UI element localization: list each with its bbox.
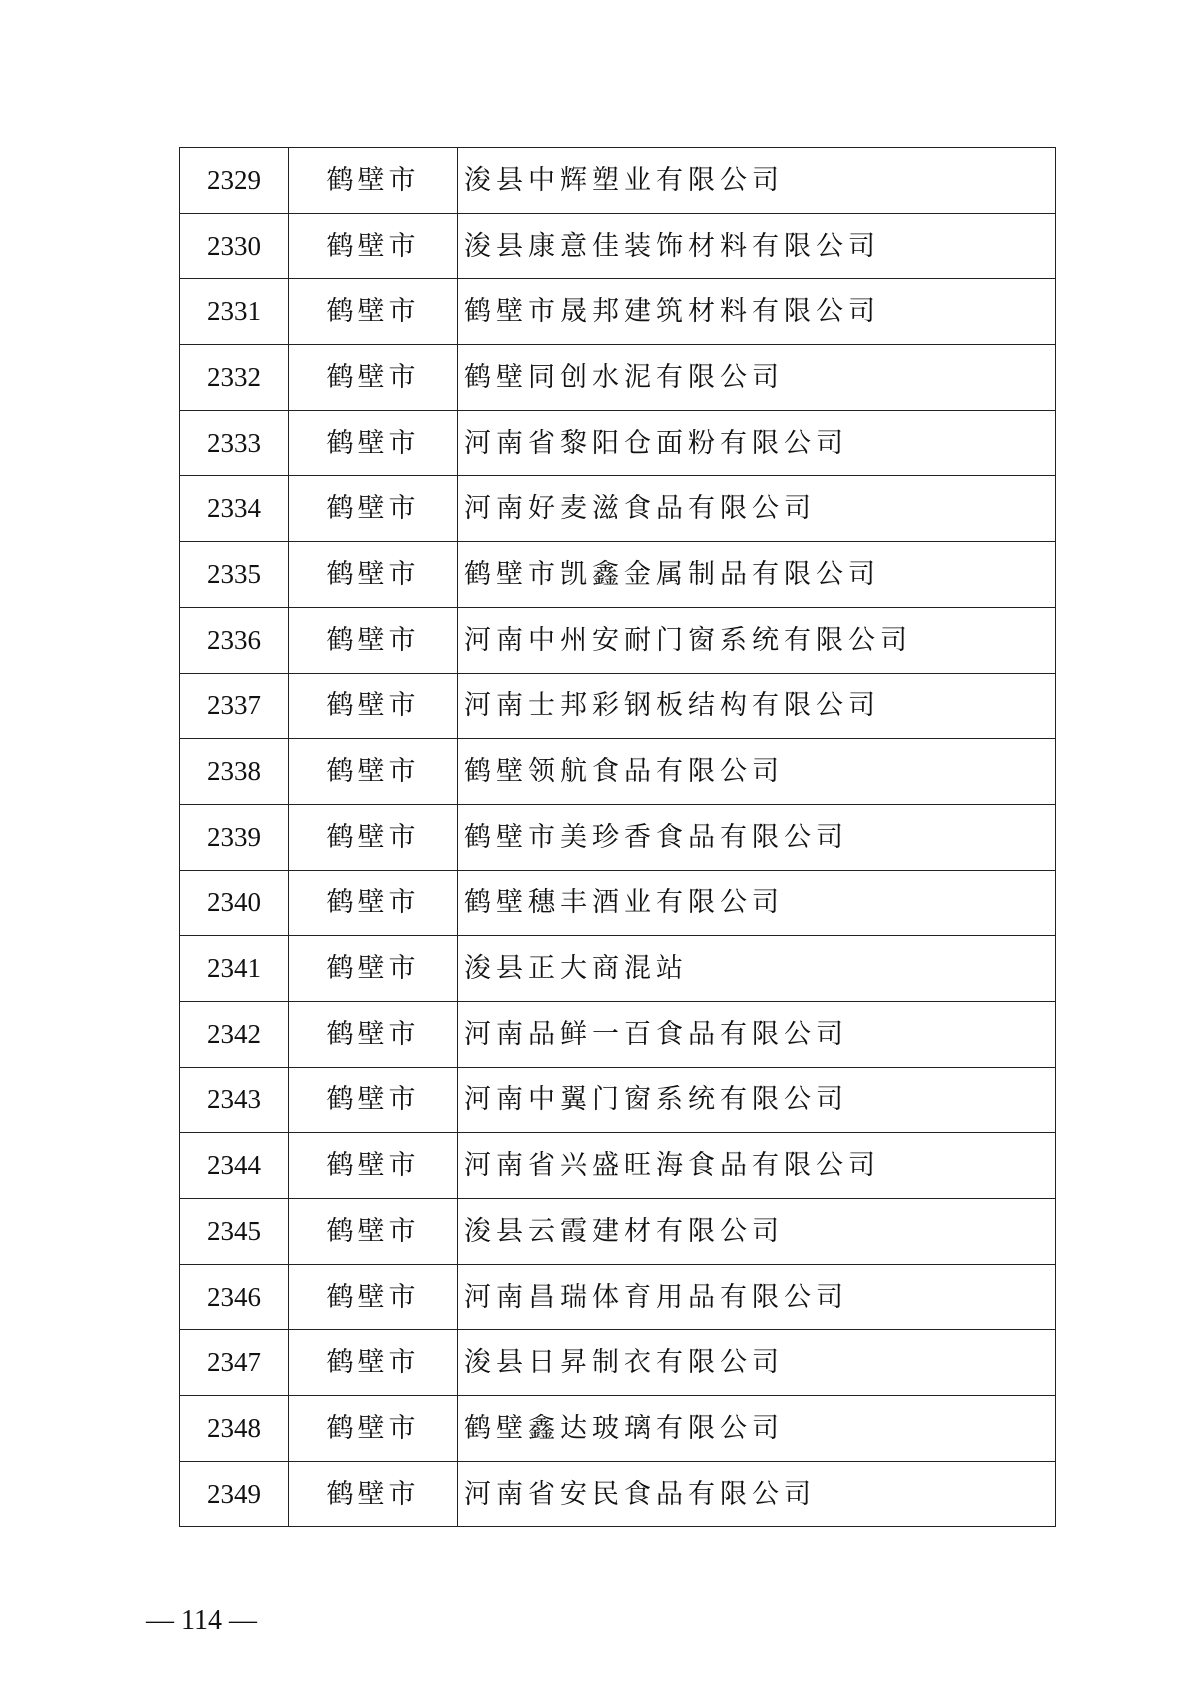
- city-cell: 鹤壁市: [289, 410, 458, 476]
- row-number-cell: 2347: [180, 1330, 289, 1396]
- row-number-cell: 2331: [180, 279, 289, 345]
- table-row: [180, 148, 1056, 214]
- company-name-cell: 浚县日昇制衣有限公司: [458, 1330, 1056, 1396]
- table-row: [180, 279, 1056, 345]
- row-number-cell: 2332: [180, 345, 289, 411]
- table-row: [180, 1133, 1056, 1199]
- city-cell: 鹤壁市: [289, 1461, 458, 1527]
- city-cell: 鹤壁市: [289, 673, 458, 739]
- row-number-cell: 2337: [180, 673, 289, 739]
- row-number-cell: 2334: [180, 476, 289, 542]
- row-number-cell: 2342: [180, 1001, 289, 1067]
- company-name-cell: 鹤壁穗丰酒业有限公司: [458, 870, 1056, 936]
- table-row: [180, 870, 1056, 936]
- company-name-cell: 鹤壁市晟邦建筑材料有限公司: [458, 279, 1056, 345]
- city-cell: 鹤壁市: [289, 1133, 458, 1199]
- city-cell: 鹤壁市: [289, 542, 458, 608]
- row-number-cell: 2338: [180, 739, 289, 805]
- company-name-cell: 河南好麦滋食品有限公司: [458, 476, 1056, 542]
- table-row: [180, 213, 1056, 279]
- table-row: [180, 1001, 1056, 1067]
- table-row: [180, 1199, 1056, 1265]
- company-name-cell: 河南省安民食品有限公司: [458, 1461, 1056, 1527]
- table-row: [180, 542, 1056, 608]
- city-cell: 鹤壁市: [289, 1067, 458, 1133]
- city-cell: 鹤壁市: [289, 1001, 458, 1067]
- row-number-cell: 2348: [180, 1396, 289, 1462]
- company-name-cell: 浚县正大商混站: [458, 936, 1056, 1002]
- company-name-cell: 河南中州安耐门窗系统有限公司: [458, 607, 1056, 673]
- company-table-body: [180, 148, 1056, 1527]
- company-name-cell: 河南品鲜一百食品有限公司: [458, 1001, 1056, 1067]
- table-row: [180, 607, 1056, 673]
- row-number-cell: 2345: [180, 1199, 289, 1265]
- row-number-cell: 2340: [180, 870, 289, 936]
- city-cell: 鹤壁市: [289, 476, 458, 542]
- company-table: [179, 147, 1056, 1527]
- city-cell: 鹤壁市: [289, 1396, 458, 1462]
- table-row: [180, 1330, 1056, 1396]
- table-row: [180, 410, 1056, 476]
- row-number-cell: 2336: [180, 607, 289, 673]
- row-number-cell: 2341: [180, 936, 289, 1002]
- table-row: [180, 1396, 1056, 1462]
- row-number-cell: 2335: [180, 542, 289, 608]
- company-name-cell: 浚县云霞建材有限公司: [458, 1199, 1056, 1265]
- company-name-cell: 鹤壁市凯鑫金属制品有限公司: [458, 542, 1056, 608]
- company-name-cell: 鹤壁领航食品有限公司: [458, 739, 1056, 805]
- company-name-cell: 河南昌瑞体育用品有限公司: [458, 1264, 1056, 1330]
- row-number-cell: 2344: [180, 1133, 289, 1199]
- company-name-cell: 鹤壁同创水泥有限公司: [458, 345, 1056, 411]
- row-number-cell: 2330: [180, 213, 289, 279]
- company-name-cell: 河南士邦彩钢板结构有限公司: [458, 673, 1056, 739]
- city-cell: 鹤壁市: [289, 607, 458, 673]
- table-row: [180, 804, 1056, 870]
- table-row: [180, 345, 1056, 411]
- row-number-cell: 2346: [180, 1264, 289, 1330]
- table-row: [180, 673, 1056, 739]
- city-cell: 鹤壁市: [289, 1199, 458, 1265]
- city-cell: 鹤壁市: [289, 148, 458, 214]
- table-row: [180, 476, 1056, 542]
- city-cell: 鹤壁市: [289, 739, 458, 805]
- company-name-cell: 鹤壁市美珍香食品有限公司: [458, 804, 1056, 870]
- company-name-cell: 河南省兴盛旺海食品有限公司: [458, 1133, 1056, 1199]
- city-cell: 鹤壁市: [289, 936, 458, 1002]
- row-number-cell: 2333: [180, 410, 289, 476]
- row-number-cell: 2329: [180, 148, 289, 214]
- company-name-cell: 河南省黎阳仓面粉有限公司: [458, 410, 1056, 476]
- city-cell: 鹤壁市: [289, 804, 458, 870]
- row-number-cell: 2343: [180, 1067, 289, 1133]
- city-cell: 鹤壁市: [289, 870, 458, 936]
- company-name-cell: 浚县康意佳装饰材料有限公司: [458, 213, 1056, 279]
- city-cell: 鹤壁市: [289, 1264, 458, 1330]
- row-number-cell: 2339: [180, 804, 289, 870]
- company-name-cell: 河南中翼门窗系统有限公司: [458, 1067, 1056, 1133]
- company-name-cell: 浚县中辉塑业有限公司: [458, 148, 1056, 214]
- table-row: [180, 1067, 1056, 1133]
- city-cell: 鹤壁市: [289, 279, 458, 345]
- page-number: — 114 —: [146, 1605, 257, 1636]
- table-row: [180, 936, 1056, 1002]
- table-row: [180, 1461, 1056, 1527]
- city-cell: 鹤壁市: [289, 1330, 458, 1396]
- row-number-cell: 2349: [180, 1461, 289, 1527]
- table-row: [180, 1264, 1056, 1330]
- city-cell: 鹤壁市: [289, 213, 458, 279]
- table-row: [180, 739, 1056, 805]
- city-cell: 鹤壁市: [289, 345, 458, 411]
- company-name-cell: 鹤壁鑫达玻璃有限公司: [458, 1396, 1056, 1462]
